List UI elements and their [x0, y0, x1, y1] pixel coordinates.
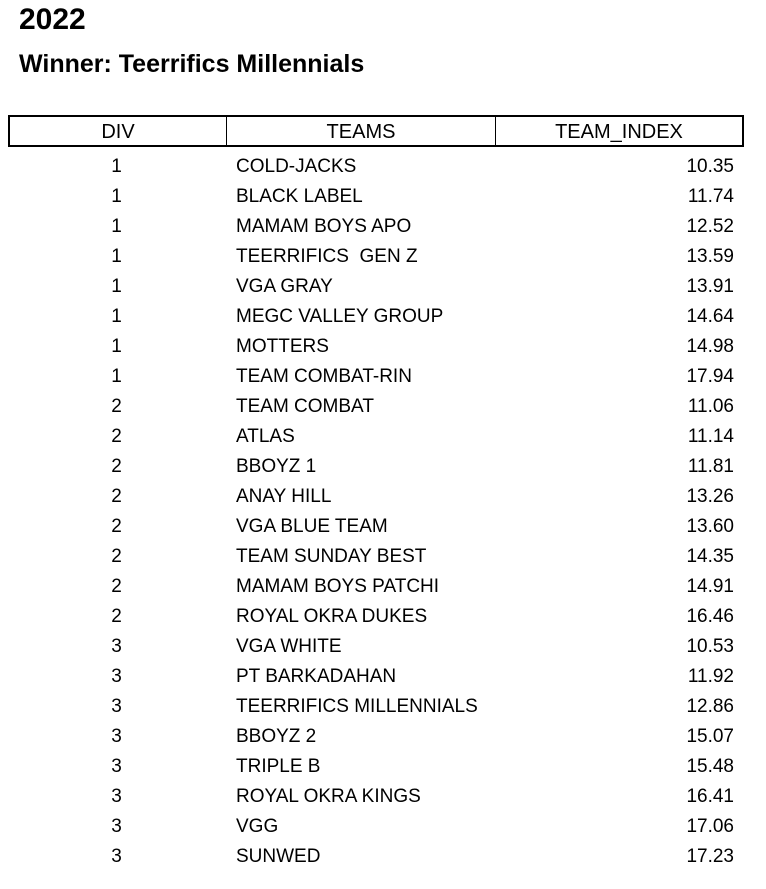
table-row [8, 212, 744, 242]
team-index-cell: 15.48 [686, 756, 734, 777]
table-row [8, 242, 744, 272]
team-cell: MOTTERS [236, 336, 329, 357]
div-cell: 3 [111, 816, 122, 837]
table-row [8, 452, 744, 482]
team-cell: ANAY HILL [236, 486, 332, 507]
team-index-cell: 16.41 [686, 786, 734, 807]
table-row [8, 602, 744, 632]
table-row [8, 272, 744, 302]
team-cell: TEERRIFICS GEN Z [236, 246, 418, 267]
table-row [8, 752, 744, 782]
team-cell: SUNWED [236, 846, 321, 867]
table-row [8, 182, 744, 212]
team-cell: PT BARKADAHAN [236, 666, 397, 687]
div-cell: 1 [111, 336, 122, 357]
table-row [8, 782, 744, 812]
team-index-cell: 13.59 [686, 246, 734, 267]
team-cell: ATLAS [236, 426, 295, 447]
table-row [8, 842, 744, 872]
div-cell: 2 [111, 456, 122, 477]
team-index-cell: 14.64 [686, 306, 734, 327]
table-row [8, 152, 744, 182]
team-cell: BBOYZ 2 [236, 726, 317, 747]
div-cell: 3 [111, 666, 122, 687]
team-cell: MEGC VALLEY GROUP [236, 306, 444, 327]
table-row [8, 422, 744, 452]
team-index-cell: 11.81 [687, 456, 734, 477]
div-cell: 1 [111, 246, 122, 267]
team-index-cell: 13.91 [686, 276, 734, 297]
team-index-cell: 10.53 [686, 636, 734, 657]
table-row [8, 512, 744, 542]
div-cell: 1 [111, 186, 122, 207]
div-cell: 3 [111, 636, 122, 657]
team-index-cell: 12.52 [686, 216, 734, 237]
team-index-cell: 11.14 [687, 426, 734, 447]
team-index-cell: 15.07 [686, 726, 734, 747]
team-index-cell: 11.92 [687, 666, 734, 687]
table-row [8, 812, 744, 842]
table-row [8, 662, 744, 692]
div-cell: 1 [111, 306, 122, 327]
team-index-cell: 16.46 [686, 606, 734, 627]
team-cell: TEERRIFICS MILLENNIALS [236, 696, 478, 717]
header-team-index: TEAM_INDEX [555, 121, 683, 143]
div-cell: 3 [111, 756, 122, 777]
table-row [8, 632, 744, 662]
div-cell: 3 [111, 786, 122, 807]
table-row [8, 722, 744, 752]
team-cell: BLACK LABEL [236, 186, 363, 207]
div-cell: 1 [111, 216, 122, 237]
div-cell: 1 [111, 276, 122, 297]
div-cell: 3 [111, 726, 122, 747]
team-index-cell: 17.06 [686, 816, 734, 837]
team-index-cell: 11.74 [687, 186, 734, 207]
div-cell: 3 [111, 696, 122, 717]
team-cell: TEAM SUNDAY BEST [236, 546, 427, 567]
table-row [8, 572, 744, 602]
header-div: DIV [10, 117, 227, 145]
div-cell: 2 [111, 516, 122, 537]
winner-heading: Winner: Teerrifics Millennials [19, 50, 365, 78]
team-cell: MAMAM BOYS APO [236, 216, 412, 237]
table-row [8, 692, 744, 722]
team-index-cell: 17.23 [686, 846, 734, 867]
team-cell: COLD-JACKS [236, 156, 357, 177]
table-row [8, 482, 744, 512]
team-cell: BBOYZ 1 [236, 456, 317, 477]
team-index-cell: 13.60 [686, 516, 734, 537]
div-cell: 2 [111, 606, 122, 627]
team-cell: TRIPLE B [236, 756, 321, 777]
team-index-cell: 11.06 [687, 396, 734, 417]
team-index-cell: 17.94 [686, 366, 734, 387]
team-cell: VGA BLUE TEAM [236, 516, 388, 537]
table-row [8, 332, 744, 362]
team-index-cell: 14.98 [686, 336, 734, 357]
table-row [8, 302, 744, 332]
table-row [8, 392, 744, 422]
div-cell: 2 [111, 396, 122, 417]
team-cell: MAMAM BOYS PATCHI [236, 576, 440, 597]
div-cell: 3 [111, 846, 122, 867]
team-cell: TEAM COMBAT [236, 396, 374, 417]
table-row [8, 542, 744, 572]
div-cell: 1 [111, 366, 122, 387]
div-cell: 2 [111, 576, 122, 597]
team-cell: VGG [236, 816, 279, 837]
header-teams: TEAMS [227, 117, 496, 145]
table-header [8, 115, 744, 147]
team-cell: TEAM COMBAT-RIN [236, 366, 412, 387]
table-row [8, 362, 744, 392]
team-cell: VGA GRAY [236, 276, 333, 297]
team-index-cell: 12.86 [686, 696, 734, 717]
team-index-cell: 13.26 [686, 486, 734, 507]
div-cell: 2 [111, 546, 122, 567]
team-cell: ROYAL OKRA KINGS [236, 786, 421, 807]
team-index-cell: 14.91 [686, 576, 734, 597]
team-index-cell: 14.35 [686, 546, 734, 567]
div-cell: 1 [111, 156, 122, 177]
div-cell: 2 [111, 426, 122, 447]
team-index-cell: 10.35 [686, 156, 734, 177]
team-cell: VGA WHITE [236, 636, 342, 657]
team-cell: ROYAL OKRA DUKES [236, 606, 428, 627]
div-cell: 2 [111, 486, 122, 507]
table-body [8, 152, 744, 872]
page-year: 2022 [19, 3, 86, 36]
